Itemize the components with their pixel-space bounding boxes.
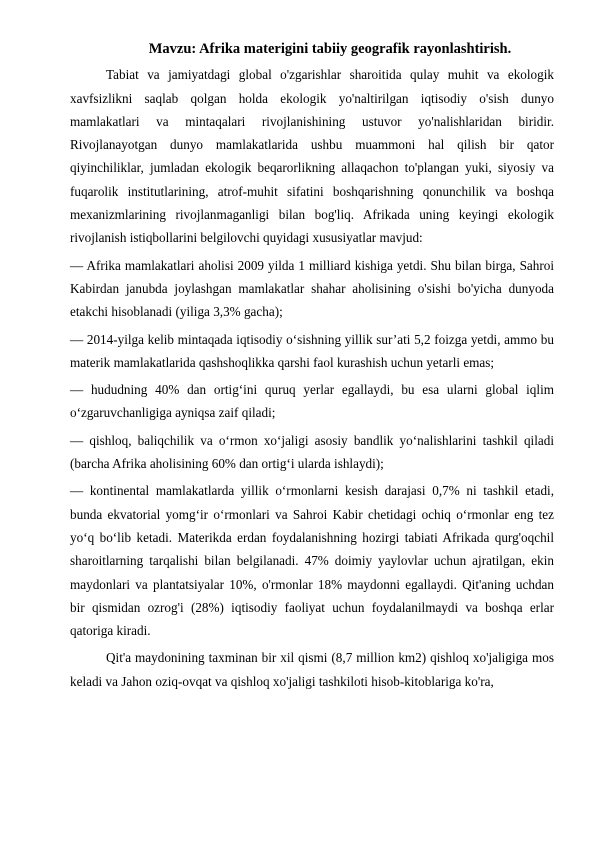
document-title: Mavzu: Afrika materigini tabiiy geografik rayonlashtirish. (148, 41, 512, 57)
list-item: — 2014-yilga kelib mintaqada iqtisodiy o‘sishning yillik sur’ati 5,2 foizga yetdi, ammo bu materik mamlakatlarida qashshoqlikka qarshi faol kurashish uchun yetarli emas; (70, 331, 554, 370)
document-page (70, 38, 554, 693)
list-item: — hududning 40% dan ortig‘ini quruq yerlar egallaydi, bu esa ularni global iqlim o‘zgaruvchanligiga ayniqsa zaif qiladi; (70, 382, 554, 421)
intro-paragraph: Tabiat va jamiyatdagi global o'zgarishlar sharoitida qulay muhit va ekologik xavfsizlikni saqlab qolgan holda ekologik yo'naltirilgan iqtisodiy o'sish dunyo mamlakatlari va mintaqalari rivojlanishining ustuvor yo'nalishlaridan biridir. Rivojlanayotgan dunyo mamlakatlarida ushbu muammoni hal qilish bir qator qiyinchiliklar, jumladan ekologik beqarorlikning allaqachon to'plangan yuki, siyosiy va fuqarolik institutlarining, atrof-muhit sifatini boshqarishning qonunchilik va boshqa mexanizmlarining rivojlanmaganligi bilan bog'liq. Afrikada uning keyingi ekologik rivojlanish istiqbollarini belgilovchi quyidagi xususiyatlar mavjud: (70, 67, 554, 246)
list-item: — kontinental mamlakatlarda yillik o‘rmonlarni kesish darajasi 0,7% ni tashkil etadi, bunda ekvatorial yomg‘ir o‘rmonlari va Sahroi Kabir chetidagi ochiq o‘rmonlar eng tez yo‘q bo‘lib ketadi. Materikda erdan foydalanishning hozirgi tabiati Afrikada qurg'oqchil sharoitlarning tarqalishi bilan belgilanadi. 47% doimiy yaylovlar uchun ajratilgan, ekin maydonlari va plantatsiyalar 10%, o'rmonlar 18% maydonni egallaydi. Qit'aning uchdan bir qismidan ozrog'i (28%) iqtisodiy faoliyat uchun foydalanilmaydi va boshqa erlar qatoriga kiradi. (70, 483, 554, 639)
closing-paragraph: Qit'a maydonining taxminan bir xil qismi (8,7 million km2) qishloq xo'jaligiga mos keladi va Jahon oziq-ovqat va qishloq xo'jaligi tashkiloti hisob-kitoblariga ko'ra, (70, 650, 554, 689)
list-item: — Afrika mamlakatlari aholisi 2009 yilda 1 milliard kishiga yetdi. Shu bilan birga, Sahroi Kabirdan janubda joylashgan mamlakatlar shahar aholisining o'sishi bo'yicha dunyoda etakchi hisoblanadi (yiliga 3,3% gacha); (70, 257, 554, 320)
list-item: — qishloq, baliqchilik va o‘rmon xo‘jaligi asosiy bandlik yo‘nalishlarini tashkil qiladi (barcha Afrika aholisining 60% dan ortig‘i ularda ishlaydi); (70, 432, 554, 472)
